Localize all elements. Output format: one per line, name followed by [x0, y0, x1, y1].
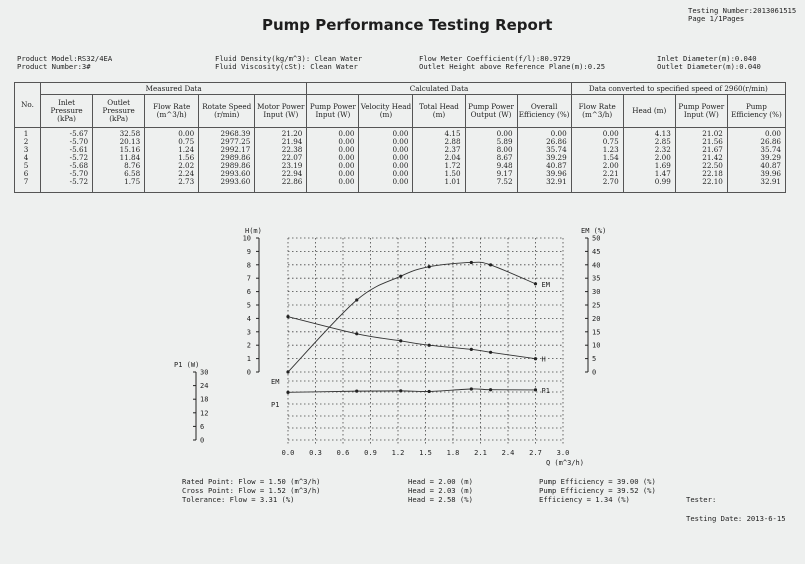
table-cell: 21.67	[702, 145, 723, 154]
series-point-h	[399, 339, 402, 342]
table-cell: 1.47	[654, 169, 671, 178]
table-cell: 0.75	[178, 137, 195, 146]
table-cell: 9.17	[496, 169, 513, 178]
efficiency-axis-tick-label: 50	[592, 234, 601, 243]
table-cell: 35.74	[546, 145, 567, 154]
table-cell: 0.00	[496, 129, 513, 138]
efficiency-axis-tick-label: 30	[592, 288, 601, 297]
col-header: Rotate Speed (r/min)	[199, 95, 255, 128]
table-cell: 2.88	[444, 137, 461, 146]
table-cell: 4	[23, 153, 29, 162]
table-cell: 39.96	[546, 169, 567, 178]
x-axis-tick-label: 2.4	[501, 449, 515, 457]
efficiency-rated: Pump Efficiency = 39.00 (%)	[539, 477, 656, 486]
table-cell: 1.50	[444, 169, 461, 178]
table-cell: 0.00	[602, 129, 619, 138]
table-cell: -5.72	[69, 153, 89, 162]
product-model: Product Model:RS32/4EA	[17, 54, 113, 63]
head-axis-tick-label: 3	[246, 328, 251, 337]
table-cell: -5.70	[69, 169, 89, 178]
series-line-p1	[288, 389, 536, 392]
table-cell: 22.10	[702, 177, 723, 186]
fluid-density: Fluid Density(kg/m^3): Clean Water	[215, 54, 363, 63]
table-cell: 0.00	[338, 145, 355, 154]
table-cell: 2968.39	[220, 129, 251, 138]
table-cell: 2.85	[654, 137, 671, 146]
series-point-h	[534, 357, 537, 360]
table-cell: 2.73	[178, 177, 195, 186]
x-axis-tick-label: 0.6	[336, 449, 350, 457]
efficiency-axis-tick-label: 20	[592, 314, 601, 323]
table-cell: 5.89	[496, 137, 513, 146]
rated-point: Rated Point: Flow = 1.50 (m^3/h)	[182, 477, 321, 486]
tester-label: Tester:	[686, 495, 717, 504]
x-axis-tick-label: 1.2	[391, 449, 405, 457]
power-axis-tick-label: 24	[200, 382, 209, 391]
table-cell: 40.87	[760, 161, 781, 170]
table-cell: 2989.86	[220, 161, 251, 170]
series-label-p1: P1	[541, 386, 550, 395]
table-cell: 22.94	[281, 169, 303, 178]
table-cell: 5	[23, 161, 29, 170]
outlet-diameter: Outlet Diameter(m):0.040	[657, 62, 761, 71]
series-point-h	[470, 348, 473, 351]
x-axis-tick-label: 2.7	[529, 449, 542, 457]
col-header: No.	[15, 83, 41, 128]
col-header: Pump Power Input (W)	[675, 95, 727, 128]
series-point-p1	[428, 390, 431, 393]
inlet-diameter: Inlet Diameter(m):0.040	[657, 54, 757, 63]
table-cell: 1.23	[602, 145, 619, 154]
table-cell: 2.04	[444, 153, 461, 162]
series-point-em	[489, 263, 492, 266]
head-axis-tick-label: 7	[246, 274, 251, 283]
efficiency-axis-tick-label: 10	[592, 341, 601, 350]
power-axis-tick-label: 6	[200, 422, 205, 431]
group-header-converted: Data converted to specified speed of 2960(r/min)	[571, 83, 785, 95]
table-cell: 1.54	[602, 153, 619, 162]
table-cell: 21.42	[702, 153, 723, 162]
table-cell: 1.01	[444, 177, 461, 186]
series-point-em	[399, 275, 402, 278]
x-axis-tick-label: 0.0	[281, 449, 295, 457]
table-cell: 8.76	[124, 161, 141, 170]
series-line-h	[288, 317, 536, 359]
power-upper-label: P1	[271, 401, 280, 409]
table-cell: 7.52	[496, 177, 513, 186]
table-cell: 0.00	[392, 129, 409, 138]
table-cell: 0.75	[602, 137, 619, 146]
x-axis-tick-label: 1.5	[419, 449, 432, 457]
series-line-em	[288, 262, 536, 372]
table-cell: 22.50	[702, 161, 723, 170]
head-tolerance: Head = 2.58 (%)	[408, 495, 473, 504]
efficiency-axis-tick-label: 35	[592, 274, 601, 283]
table-cell: 0.00	[550, 129, 567, 138]
series-point-em	[428, 265, 431, 268]
table-cell: 2993.60	[220, 169, 251, 178]
efficiency-axis-tick-label: 25	[592, 301, 601, 310]
power-lower-label: EM	[271, 378, 280, 386]
series-point-em	[286, 370, 289, 373]
head-axis-tick-label: 1	[246, 355, 251, 364]
head-cross: Head = 2.03 (m)	[408, 486, 473, 495]
group-header-measured: Measured Data	[41, 83, 307, 95]
x-axis-tick-label: 0.3	[309, 449, 322, 457]
table-cell: 2.70	[602, 177, 619, 186]
x-axis-tick-label: 0.9	[364, 449, 377, 457]
table-cell: 0.00	[764, 129, 781, 138]
product-number: Product Number:3#	[17, 62, 91, 71]
table-cell: 0.00	[392, 177, 409, 186]
col-header: Pump Efficiency (%)	[727, 95, 785, 128]
series-point-h	[355, 332, 358, 335]
series-point-em	[470, 261, 473, 264]
head-axis-tick-label: 0	[246, 368, 251, 377]
table-cell: 22.18	[702, 169, 723, 178]
table-cell: 2.21	[602, 169, 619, 178]
series-label-em: EM	[541, 280, 550, 289]
testing-number: Testing Number:2013061515	[688, 6, 797, 15]
col-header: Flow Rate (m^3/h)	[145, 95, 199, 128]
head-rated: Head = 2.00 (m)	[408, 477, 473, 486]
table-cell: -5.68	[69, 161, 89, 170]
power-axis-tick-label: 12	[200, 409, 209, 418]
col-header: Velocity Head (m)	[359, 95, 413, 128]
table-cell: 0.00	[338, 137, 355, 146]
table-cell: 6	[23, 169, 29, 178]
table-cell: 0.00	[392, 145, 409, 154]
table-cell: 1.56	[178, 153, 195, 162]
table-cell: 35.74	[760, 145, 781, 154]
table-cell: 4.13	[654, 129, 671, 138]
series-label-h: H	[541, 355, 546, 364]
col-header: Pump Power Input (W)	[307, 95, 359, 128]
table-cell: 2.00	[602, 161, 619, 170]
table-cell: -5.67	[69, 129, 89, 138]
col-header: Total Head (m)	[413, 95, 465, 128]
x-axis-tick-label: 2.1	[474, 449, 487, 457]
table-cell: 0.00	[178, 129, 195, 138]
col-header: Head (m)	[623, 95, 675, 128]
table-cell: 0.00	[392, 137, 409, 146]
efficiency-cross: Pump Efficiency = 39.52 (%)	[539, 486, 656, 495]
table-cell: 2.32	[654, 145, 671, 154]
table-cell: 23.19	[281, 161, 303, 170]
table-cell: 22.07	[281, 153, 303, 162]
flow-meter-coefficient: Flow Meter Coefficient(f/l):80.9729	[419, 54, 571, 63]
table-cell: 0.00	[338, 169, 355, 178]
series-point-em	[534, 282, 537, 285]
table-cell: 26.86	[760, 137, 781, 146]
efficiency-axis-tick-label: 5	[592, 355, 597, 364]
efficiency-tolerance: Efficiency = 1.34 (%)	[539, 495, 630, 504]
table-cell: 0.00	[392, 161, 409, 170]
col-header: Motor Power Input (W)	[255, 95, 307, 128]
col-header: Flow Rate (m^3/h)	[571, 95, 623, 128]
table-cell: 22.38	[281, 145, 303, 154]
efficiency-axis-tick-label: 15	[592, 328, 601, 337]
series-point-p1	[399, 389, 402, 392]
table-cell: 32.91	[546, 177, 567, 186]
power-axis-tick-label: 18	[200, 395, 209, 404]
series-point-p1	[286, 391, 289, 394]
table-cell: 21.56	[702, 137, 723, 146]
efficiency-axis-tick-label: 0	[592, 368, 597, 377]
group-header-calculated: Calculated Data	[307, 83, 571, 95]
table-cell: 0.00	[392, 169, 409, 178]
table-cell: 32.91	[760, 177, 781, 186]
table-cell: 1.75	[124, 177, 141, 186]
table-cell: 7	[23, 177, 29, 186]
series-point-p1	[534, 388, 537, 391]
table-cell: 2.37	[444, 145, 461, 154]
table-cell: 2992.17	[220, 145, 251, 154]
table-cell: 0.00	[338, 177, 355, 186]
series-point-em	[355, 298, 358, 301]
cross-point: Cross Point: Flow = 1.52 (m^3/h)	[182, 486, 321, 495]
table-cell: 21.20	[281, 129, 303, 138]
series-point-h	[286, 315, 289, 318]
head-axis-label: H(m)	[245, 227, 262, 235]
table-cell: 15.16	[119, 145, 141, 154]
x-axis-tick-label: 3.0	[556, 449, 570, 457]
table-cell: 1	[23, 129, 29, 138]
table-cell: 22.86	[281, 177, 303, 186]
series-point-p1	[489, 388, 492, 391]
table-cell: 2977.25	[220, 137, 251, 146]
table-cell: 8.67	[496, 153, 513, 162]
tolerance: Tolerance: Flow = 3.31 (%)	[182, 495, 295, 504]
outlet-height: Outlet Height above Reference Plane(m):0.25	[419, 62, 606, 71]
table-cell: -5.72	[69, 177, 89, 186]
head-axis-tick-label: 8	[246, 261, 251, 270]
efficiency-axis-label: EM (%)	[581, 227, 607, 235]
series-point-p1	[355, 390, 358, 393]
table-cell: 2.24	[178, 169, 195, 178]
table-cell: 32.58	[119, 129, 141, 138]
table-cell: 39.29	[546, 153, 567, 162]
series-point-h	[428, 344, 431, 347]
col-header: Outlet Pressure (kPa)	[93, 95, 145, 128]
col-header: Pump Power Output (W)	[465, 95, 517, 128]
page-number: Page 1/1Pages	[688, 14, 745, 23]
table-cell: -5.61	[69, 145, 89, 154]
power-axis-label: P1 (W)	[174, 361, 200, 369]
efficiency-axis-tick-label: 40	[592, 261, 601, 270]
table-cell: 0.00	[392, 153, 409, 162]
table-cell: 2989.86	[220, 153, 251, 162]
table-cell: 4.15	[444, 129, 461, 138]
table-cell: 21.94	[281, 137, 303, 146]
table-cell: 0.00	[338, 129, 355, 138]
table-cell: 2993.60	[220, 177, 251, 186]
table-cell: 0.00	[338, 161, 355, 170]
testing-date: Testing Date: 2013-6-15	[686, 514, 786, 523]
head-axis-tick-label: 2	[246, 341, 251, 350]
table-cell: 20.13	[119, 137, 141, 146]
x-axis-tick-label: 1.8	[446, 449, 460, 457]
power-axis-tick-label: 30	[200, 368, 209, 377]
series-point-p1	[470, 387, 473, 390]
head-axis-tick-label: 10	[242, 234, 251, 243]
efficiency-axis-tick-label: 45	[592, 247, 601, 256]
table-cell: 39.96	[760, 169, 781, 178]
table-cell: 0.99	[654, 177, 671, 186]
table-cell: 9.48	[496, 161, 513, 170]
table-cell: 39.29	[760, 153, 781, 162]
head-axis-tick-label: 9	[246, 247, 251, 256]
head-axis-tick-label: 6	[246, 288, 251, 297]
report-title: Pump Performance Testing Report	[262, 16, 553, 34]
table-cell: 3	[23, 145, 29, 154]
table-cell: 26.86	[546, 137, 567, 146]
table-cell: 1.69	[654, 161, 671, 170]
table-cell: 0.00	[338, 153, 355, 162]
head-axis-tick-label: 5	[246, 301, 251, 310]
fluid-viscosity: Fluid Viscosity(cSt): Clean Water	[215, 62, 358, 71]
table-cell: 21.02	[702, 129, 723, 138]
table-cell: 2	[23, 137, 29, 146]
table-cell: 8.00	[496, 145, 513, 154]
series-point-h	[489, 351, 492, 354]
table-cell: 1.72	[444, 161, 461, 170]
table-cell: 1.24	[178, 145, 195, 154]
col-header: Inlet Pressure (kPa)	[41, 95, 93, 128]
table-cell: 6.58	[124, 169, 141, 178]
table-cell: 2.02	[178, 161, 195, 170]
table-cell: 11.84	[119, 153, 141, 162]
x-axis-label: Q (m^3/h)	[546, 459, 584, 467]
table-cell: 2.00	[654, 153, 671, 162]
table-cell: -5.70	[69, 137, 89, 146]
col-header: Overall Efficiency (%)	[517, 95, 571, 128]
head-axis-tick-label: 4	[246, 314, 251, 323]
power-axis-tick-label: 0	[200, 436, 205, 445]
table-cell: 40.87	[546, 161, 567, 170]
